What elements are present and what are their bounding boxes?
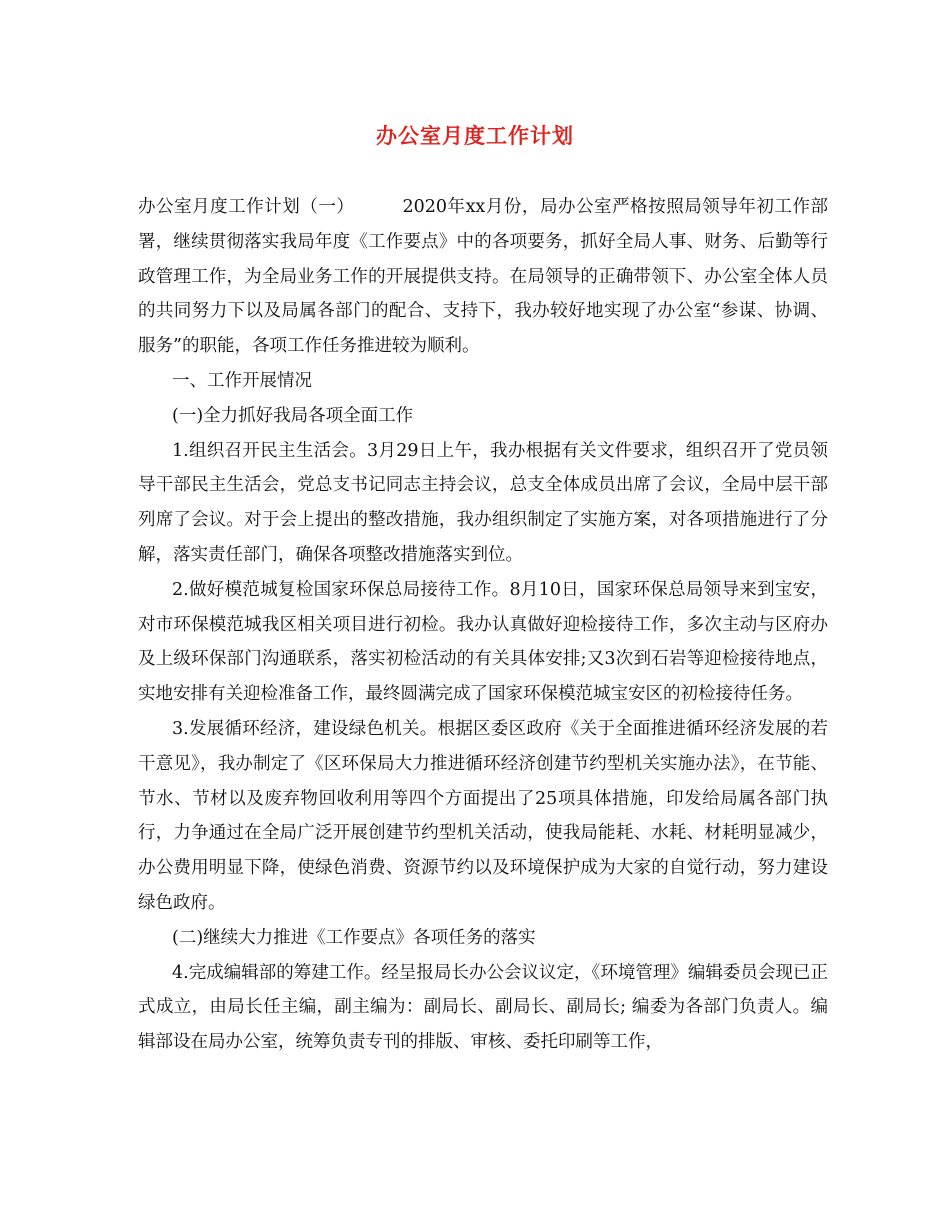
document-title: 办公室月度工作计划 <box>376 123 574 148</box>
subsection-heading-1: (一)全力抓好我局各项全面工作 <box>172 405 414 426</box>
intro-heading: 办公室月度工作计划（一） <box>138 197 355 217</box>
intro-paragraph <box>138 190 828 364</box>
subsection-heading-2: (二)继续大力推进《工作要点》各项任务的落实 <box>172 927 536 948</box>
item-paragraph-1: 1.组织召开民主生活会。3月29日上午，我办根据有关文件要求，组织召开了党员领导干部民主生活会，党总支书记同志主持会议，总支全体成员出席了会议，全局中层干部列席了会议。对于会上提出的整改措施，我办组织制定了实施方案，对各项措施进行了分解，落实责任部门，确保各项整改措施落实到位。 <box>138 440 828 565</box>
document-body <box>138 190 828 1060</box>
intro-body: 2020年xx月份，局办公室严格按照局领导年初工作部署，继续贯彻落实我局年度《工作要点》中的各项要务，抓好全局人事、财务、后勤等行政管理工作，为全局业务工作的开展提供支持。在局领导的正确带领下、办公室全体人员的共同努力下以及局属各部门的配合、支持下，我办较好地实现了办公室“参谋、协调、服务”的职能，各项工作任务推进较为顺利。 <box>138 197 829 357</box>
item-paragraph-2: 2.做好模范城复检国家环保总局接待工作。8月10日，国家环保总局领导来到宝安，对市环保模范城我区相关项目进行初检。我办认真做好迎检接待工作，多次主动与区府办及上级环保部门沟通联系，落实初检活动的有关具体安排;又3次到石岩等迎检接待地点，实地安排有关迎检准备工作，最终圆满完成了国家环保模范城宝安区的初检接待任务。 <box>138 579 828 705</box>
section-heading-1: 一、工作开展情况 <box>172 370 312 391</box>
item-paragraph-4: 4.完成编辑部的筹建工作。经呈报局长办公会议议定，《环境管理》编辑委员会现已正式成立，由局长任主编，副主编为：副局长、副局长、副局长; 编委为各部门负责人。编辑部设在局办公室，统筹负责专刊的排版、审核、委托印刷等工作， <box>138 962 828 1053</box>
item-paragraph-3: 3.发展循环经济，建设绿色机关。根据区委区政府《关于全面推进循环经济发展的若干意见》，我办制定了《区环保局大力推进循环经济创建节约型机关实施办法》，在节能、节水、节材以及废弃物回收利用等四个方面提出了25项具体措施，印发给局属各部门执行，力争通过在全局广泛开展创建节约型机关活动，使我局能耗、水耗、材耗明显减少，办公费用明显下降，使绿色消费、资源节约以及环境保护成为大家的自觉行动，努力建设绿色政府。 <box>138 718 828 913</box>
